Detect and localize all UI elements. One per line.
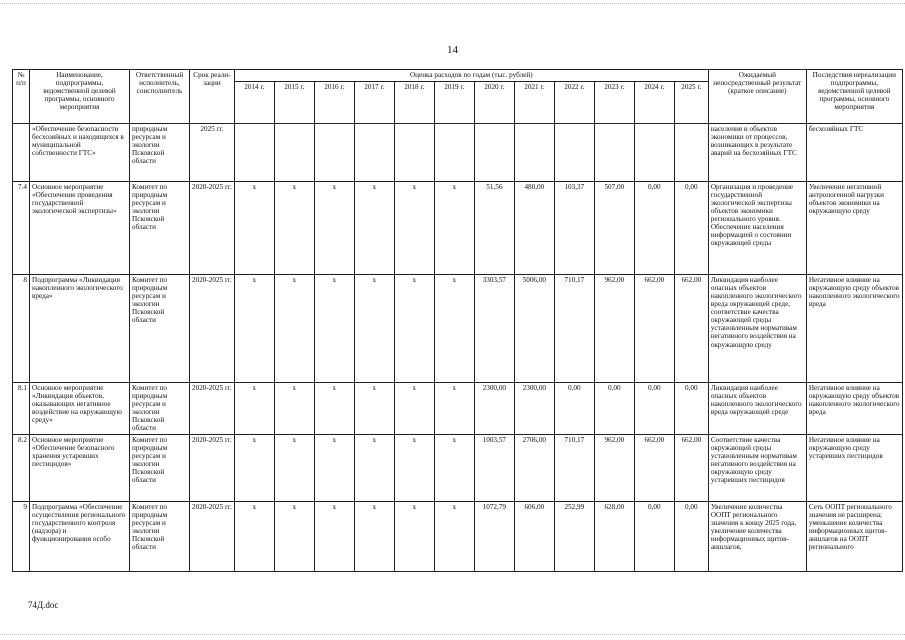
- cell-expense-value: x: [354, 502, 394, 572]
- cell-expense-value: x: [394, 275, 434, 383]
- cell-name: Подпрограмма «Ликвидация накопленного экологического вреда»: [30, 275, 130, 383]
- cell-expense-value: 1072,79: [474, 502, 514, 572]
- cell-expense-value: 628,00: [594, 502, 634, 572]
- header-expenses: Оценка расходов по годам (тыс. рублей): [234, 70, 708, 82]
- cell-expense-value: 252,99: [554, 502, 594, 572]
- cell-no: 8: [13, 275, 30, 383]
- table-row: [13, 124, 903, 182]
- cell-name: «Обеспечение безопасности бесхозяйных и находящихся в муниципальной собственности ГТС»: [30, 124, 130, 182]
- cell-result: населения и объектов экономики от процессов, возникающих в результате аварий на бесхозяйных ГТС: [708, 124, 806, 182]
- table-row: [13, 435, 903, 502]
- cell-term: 2025 гг.: [190, 124, 235, 182]
- cell-expense-value: 962,00: [594, 275, 634, 383]
- cell-consequences: Увеличение негативной антропогенной нагрузки объектов экономики на окружающую среду: [806, 182, 902, 275]
- cell-expense-value: 103,37: [554, 182, 594, 275]
- cell-result: Ликвидация наиболее опасных объектов накопленного экологического вреда окружающей среде: [708, 383, 806, 435]
- cell-expense-value: x: [274, 435, 314, 502]
- cell-no: [13, 124, 30, 182]
- cell-expense-value: [554, 124, 594, 182]
- cell-expense-value: 0,00: [554, 383, 594, 435]
- cell-expense-value: x: [234, 435, 274, 502]
- header-year: 2021 г.: [514, 82, 554, 124]
- cell-expense-value: x: [314, 182, 354, 275]
- cell-expense-value: x: [434, 383, 474, 435]
- cell-expense-value: x: [234, 502, 274, 572]
- table-row: [13, 275, 903, 383]
- cell-term: 2020-2025 гг.: [190, 502, 235, 572]
- cell-expense-value: 507,00: [594, 182, 634, 275]
- cell-consequences: Негативное влияние на окружающую среду устаревших пестицидов: [806, 435, 902, 502]
- cell-term: 2020-2025 гг.: [190, 275, 235, 383]
- cell-expense-value: x: [434, 182, 474, 275]
- cell-result: Увеличение количества ООПТ регионального значения к концу 2025 года, увеличение количества информационных щитов-аншлагов,: [708, 502, 806, 572]
- cell-consequences: Сеть ООПТ регионального значения не расширена; уменьшение количества информационных щитов-аншлагов на ООПТ регионального: [806, 502, 902, 572]
- cell-expense-value: 710,17: [554, 275, 594, 383]
- cell-name: Основное мероприятие «Ликвидация объектов, оказывающих негативное воздействие на окружающую среду»: [30, 383, 130, 435]
- cell-expense-value: 0,00: [674, 182, 708, 275]
- header-year: 2014 г.: [234, 82, 274, 124]
- cell-expense-value: x: [314, 383, 354, 435]
- cell-expense-value: x: [354, 182, 394, 275]
- cell-expense-value: x: [234, 182, 274, 275]
- header-result: Ожидаемый непосредственный результат (краткое описание): [708, 70, 806, 124]
- cell-executor: Комитет по природным ресурсам и экологии Псковской области: [130, 502, 190, 572]
- cell-expense-value: x: [274, 275, 314, 383]
- cell-no: 8.1: [13, 383, 30, 435]
- cell-expense-value: 0,00: [674, 502, 708, 572]
- cell-no: 7.4: [13, 182, 30, 275]
- header-executor: Ответственный исполнитель, соисполнитель: [130, 70, 190, 124]
- cell-expense-value: [314, 124, 354, 182]
- cell-expense-value: [474, 124, 514, 182]
- cell-expense-value: [354, 124, 394, 182]
- header-year: 2025 г.: [674, 82, 708, 124]
- cell-expense-value: 3303,57: [474, 275, 514, 383]
- table-row: [13, 502, 903, 572]
- cell-expense-value: [594, 124, 634, 182]
- cell-consequences: Негативное влияние на окружающую среду объектов накопленного экологического вреда: [806, 383, 902, 435]
- cell-executor: природным ресурсам и экологии Псковской области: [130, 124, 190, 182]
- cell-expense-value: 662,00: [674, 275, 708, 383]
- cell-name: Основное мероприятие «Обеспечение безопасного хранения устаревших пестицидов»: [30, 435, 130, 502]
- expense-table: [12, 69, 903, 572]
- cell-expense-value: 5006,00: [514, 275, 554, 383]
- cell-expense-value: x: [394, 502, 434, 572]
- header-no: № п/п: [13, 70, 30, 124]
- cell-executor: Комитет по природным ресурсам и экологии Псковской области: [130, 182, 190, 275]
- header-name: Наименование, подпрограммы, ведомственной целевой программы, основного мероприятия: [30, 70, 130, 124]
- cell-expense-value: x: [354, 383, 394, 435]
- scan-edge-top: [0, 3, 905, 5]
- cell-expense-value: 2300,00: [474, 383, 514, 435]
- header-year: 2016 г.: [314, 82, 354, 124]
- cell-expense-value: 1003,57: [474, 435, 514, 502]
- cell-consequences: бесхозяйных ГТС: [806, 124, 902, 182]
- cell-expense-value: x: [234, 275, 274, 383]
- cell-term: 2020-2025 гг.: [190, 435, 235, 502]
- header-row: [13, 70, 903, 82]
- cell-expense-value: x: [354, 275, 394, 383]
- cell-name: Подпрограмма «Обеспечение осуществления регионального государственного контроля (надзора) и функционирования особо: [30, 502, 130, 572]
- cell-expense-value: x: [274, 502, 314, 572]
- cell-expense-value: 2706,00: [514, 435, 554, 502]
- scan-edge-bottom: [0, 634, 905, 636]
- cell-consequences: Негативное влияние на окружающую среду объектов накопленного экологического вреда: [806, 275, 902, 383]
- header-year: 2017 г.: [354, 82, 394, 124]
- cell-expense-value: [674, 124, 708, 182]
- cell-expense-value: x: [394, 435, 434, 502]
- cell-expense-value: 962,00: [594, 435, 634, 502]
- cell-executor: Комитет по природным ресурсам и экологии Псковской области: [130, 435, 190, 502]
- cell-expense-value: 710,17: [554, 435, 594, 502]
- footer-filename: 74Д.doc: [28, 600, 59, 610]
- cell-expense-value: 662,00: [634, 275, 674, 383]
- header-year: 2019 г.: [434, 82, 474, 124]
- cell-no: 8.2: [13, 435, 30, 502]
- cell-result: Ликвидация наиболее опасных объектов накопленного экологического вреда окружающей среде, соответствие качества окружающей среды установленным нормативам негативного воздействия на окружающую среду: [708, 275, 806, 383]
- cell-term: 2020-2025 гг.: [190, 383, 235, 435]
- header-consequences: Последствия нереализации подпрограммы, ведомственной целевой программы, основного мероприятия: [806, 70, 902, 124]
- header-year: 2015 г.: [274, 82, 314, 124]
- header-year: 2020 г.: [474, 82, 514, 124]
- cell-expense-value: 0,00: [634, 502, 674, 572]
- cell-expense-value: 51,56: [474, 182, 514, 275]
- cell-expense-value: x: [314, 435, 354, 502]
- cell-expense-value: [394, 124, 434, 182]
- header-year: 2023 г.: [594, 82, 634, 124]
- cell-result: Организация и проведение государственной экологической экспертизы объектов экономики регионального уровня. Обеспечение населения информацией о состоянии окружающей среды: [708, 182, 806, 275]
- cell-expense-value: 0,00: [634, 182, 674, 275]
- table-row: [13, 383, 903, 435]
- cell-expense-value: 0,00: [594, 383, 634, 435]
- cell-expense-value: 480,00: [514, 182, 554, 275]
- cell-expense-value: 2300,00: [514, 383, 554, 435]
- header-year: 2022 г.: [554, 82, 594, 124]
- cell-expense-value: x: [354, 435, 394, 502]
- cell-term: 2020-2025 гг.: [190, 182, 235, 275]
- cell-expense-value: x: [434, 435, 474, 502]
- cell-expense-value: 606,00: [514, 502, 554, 572]
- cell-expense-value: x: [394, 383, 434, 435]
- cell-expense-value: x: [394, 182, 434, 275]
- cell-executor: Комитет по природным ресурсам и экологии Псковской области: [130, 383, 190, 435]
- cell-expense-value: 0,00: [674, 383, 708, 435]
- table-row: [13, 182, 903, 275]
- cell-expense-value: 662,00: [674, 435, 708, 502]
- cell-expense-value: [514, 124, 554, 182]
- cell-no: 9: [13, 502, 30, 572]
- cell-expense-value: x: [434, 275, 474, 383]
- page-number: 14: [447, 44, 458, 56]
- cell-expense-value: 0,00: [634, 383, 674, 435]
- header-term: Срок реали-зации: [190, 70, 235, 124]
- cell-name: Основное мероприятие «Обеспечение проведения государственной экологической экспертизы»: [30, 182, 130, 275]
- cell-expense-value: 662,00: [634, 435, 674, 502]
- cell-expense-value: x: [434, 502, 474, 572]
- cell-expense-value: x: [274, 182, 314, 275]
- cell-result: Соответствие качества окружающей среды установленным нормативам негативного воздействия на окружающую среду устаревших пестицидов: [708, 435, 806, 502]
- cell-expense-value: x: [274, 383, 314, 435]
- cell-expense-value: x: [234, 383, 274, 435]
- cell-expense-value: [234, 124, 274, 182]
- cell-expense-value: [634, 124, 674, 182]
- cell-expense-value: [434, 124, 474, 182]
- header-year: 2018 г.: [394, 82, 434, 124]
- table-body: [13, 124, 903, 572]
- cell-expense-value: [274, 124, 314, 182]
- cell-expense-value: x: [314, 502, 354, 572]
- header-year: 2024 г.: [634, 82, 674, 124]
- cell-executor: Комитет по природным ресурсам и экологии Псковской области: [130, 275, 190, 383]
- cell-expense-value: x: [314, 275, 354, 383]
